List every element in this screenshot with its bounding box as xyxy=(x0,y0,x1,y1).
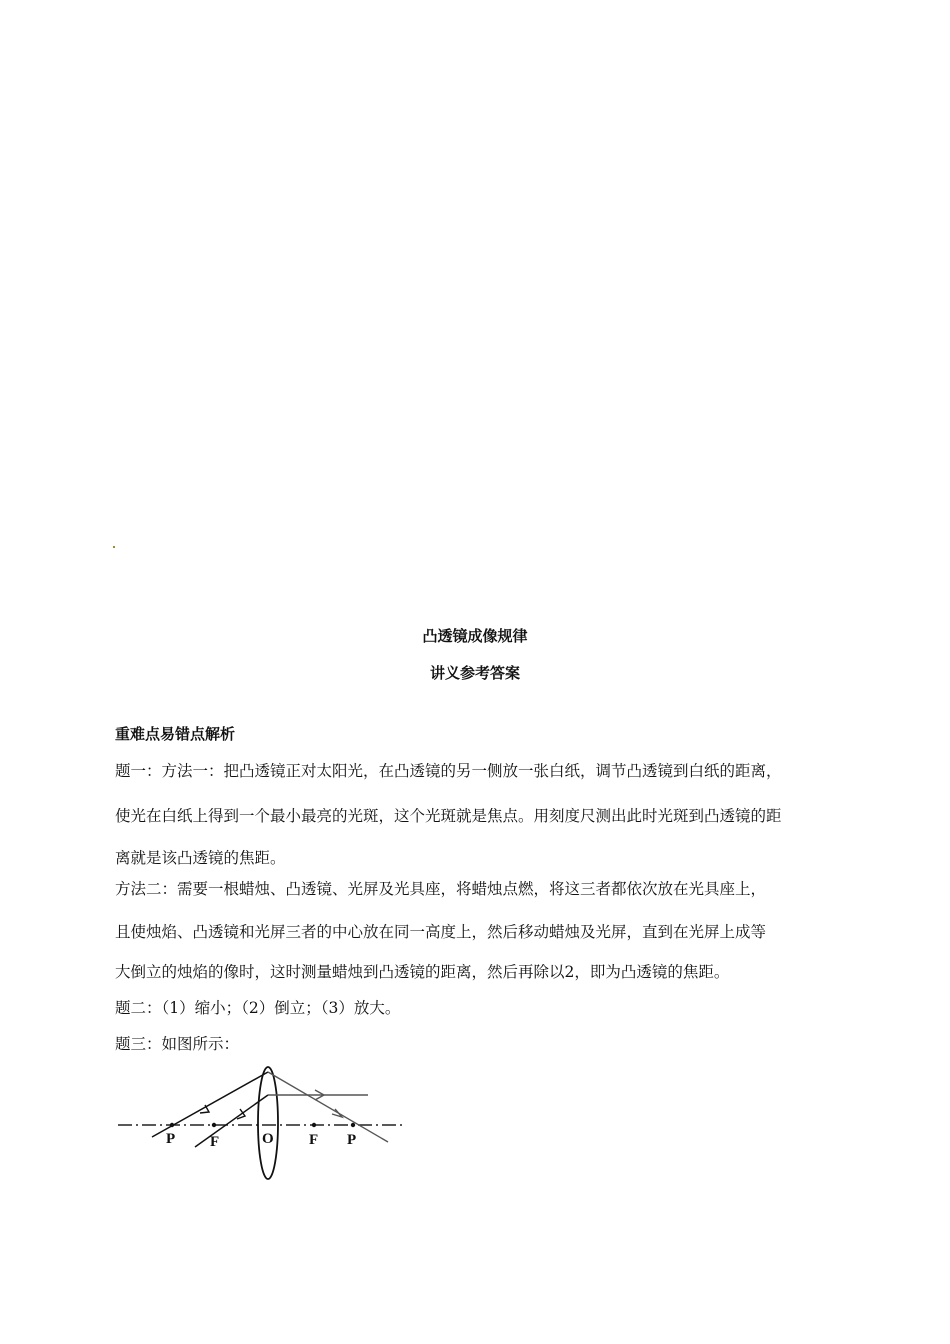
label-p-left: P xyxy=(166,1131,176,1147)
answer-line-4: 方法二：需要一根蜡烛、凸透镜、光屏及光具座，将蜡烛点燃，将这三者都依次放在光具座上， xyxy=(115,880,767,898)
label-p-right: P xyxy=(347,1132,357,1148)
answer-line-6: 大倒立的烛焰的像时，这时测量蜡烛到凸透镜的距离，然后再除以2，即为凸透镜的焦距。 xyxy=(115,963,730,981)
incident-ray-through-f xyxy=(195,1095,268,1147)
answer-line-5: 且使烛焰、凸透镜和光屏三者的中心放在同一高度上，然后移动蜡烛及光屏，直到在光屏上成等 xyxy=(115,923,767,941)
label-f-left: F xyxy=(210,1134,220,1150)
answer-line-7: 题二：（1）缩小；（2）倒立；（3）放大。 xyxy=(115,999,401,1017)
answer-line-3: 离就是该凸透镜的焦距。 xyxy=(115,849,286,867)
label-o-center: O xyxy=(262,1131,274,1147)
label-f-right: F xyxy=(309,1132,319,1148)
convex-lens xyxy=(258,1067,278,1179)
document-subtitle: 讲义参考答案 xyxy=(429,664,520,682)
stray-dot xyxy=(113,546,115,548)
refracted-ray-to-p xyxy=(268,1072,388,1142)
section-heading: 重难点易错点解析 xyxy=(115,725,236,743)
lens-ray-diagram xyxy=(110,1060,410,1185)
answer-line-1: 题一：方法一：把凸透镜正对太阳光，在凸透镜的另一侧放一张白纸，调节凸透镜到白纸的距离， xyxy=(115,762,782,780)
answer-line-2: 使光在白纸上得到一个最小最亮的光斑，这个光斑就是焦点。用刻度尺测出此时光斑到凸透镜的距 xyxy=(115,807,782,825)
incident-ray-through-p xyxy=(152,1072,268,1137)
answer-line-8: 题三：如图所示： xyxy=(115,1035,240,1053)
document-title: 凸透镜成像规律 xyxy=(422,627,528,645)
